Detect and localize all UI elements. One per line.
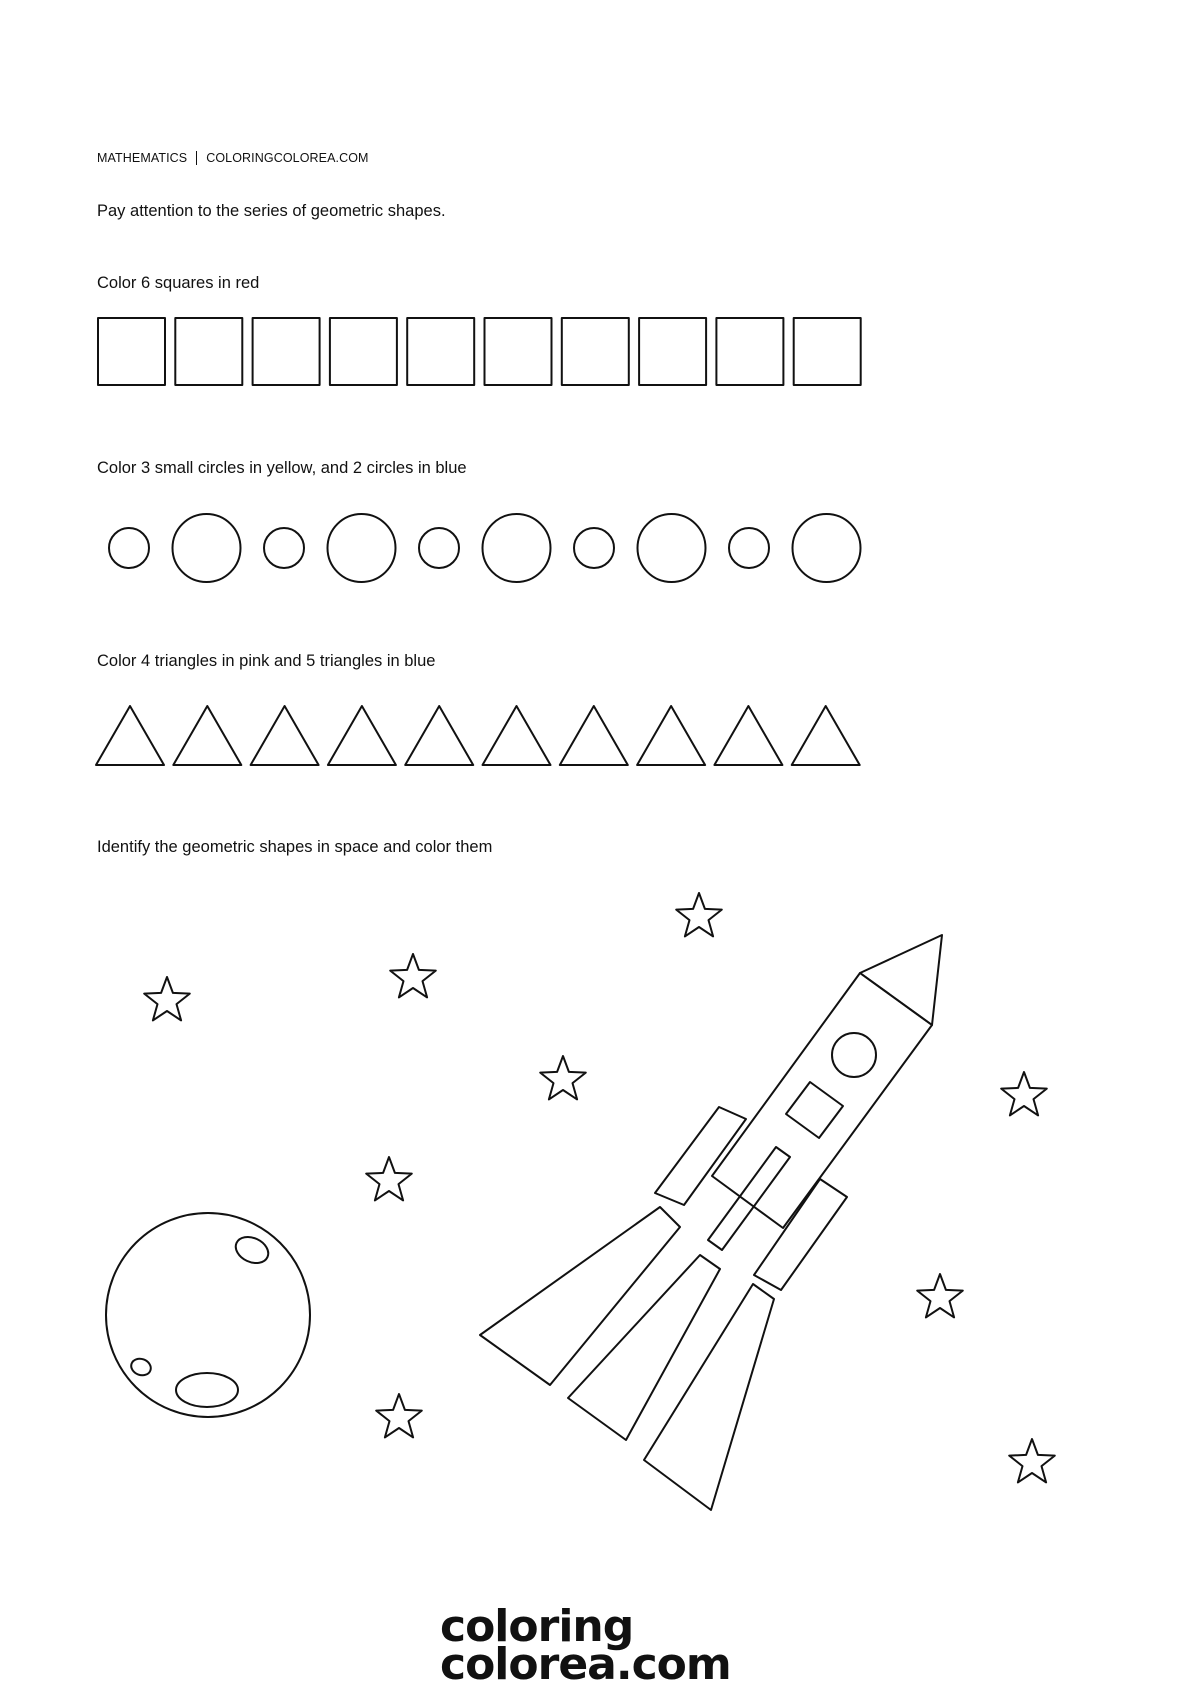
site-logo xyxy=(440,1601,731,1690)
triangle-shape[interactable] xyxy=(251,706,319,765)
rocket-window-circle xyxy=(832,1033,876,1077)
triangle-shape[interactable] xyxy=(405,706,473,765)
triangle-shape[interactable] xyxy=(173,706,241,765)
triangle-shape[interactable] xyxy=(560,706,628,765)
logo-line-2: colorea.com xyxy=(440,1639,731,1690)
rocket-square xyxy=(786,1082,843,1138)
large-circle-shape[interactable] xyxy=(483,514,551,582)
intro-text: Pay attention to the series of geometric shapes. xyxy=(97,202,446,220)
crater xyxy=(129,1356,153,1378)
square-shape[interactable] xyxy=(485,318,552,385)
triangle-shape[interactable] xyxy=(792,706,860,765)
triangle-shape[interactable] xyxy=(328,706,396,765)
squares-instruction: Color 6 squares in red xyxy=(97,274,260,292)
star-shape[interactable] xyxy=(376,1394,422,1437)
circles-instruction: Color 3 small circles in yellow, and 2 circles in blue xyxy=(97,459,467,477)
large-circle-shape[interactable] xyxy=(638,514,706,582)
triangles-row xyxy=(96,706,860,765)
small-circle-shape[interactable] xyxy=(264,528,304,568)
star-shape[interactable] xyxy=(1009,1439,1055,1482)
rocket-side-booster-right xyxy=(754,1179,847,1290)
crater xyxy=(176,1373,238,1407)
rocket-fin-right xyxy=(644,1284,774,1510)
small-circle-shape[interactable] xyxy=(729,528,769,568)
rocket-fin-left xyxy=(480,1207,680,1385)
star-shape[interactable] xyxy=(540,1056,586,1099)
square-shape[interactable] xyxy=(562,318,629,385)
planet xyxy=(106,1213,310,1417)
space-instruction: Identify the geometric shapes in space and color them xyxy=(97,838,493,856)
star-shape[interactable] xyxy=(390,954,436,997)
circles-row xyxy=(109,514,861,582)
subject-label: MATHEMATICS xyxy=(97,151,188,165)
triangle-shape[interactable] xyxy=(637,706,705,765)
small-circle-shape[interactable] xyxy=(419,528,459,568)
square-shape[interactable] xyxy=(175,318,242,385)
small-circle-shape[interactable] xyxy=(574,528,614,568)
large-circle-shape[interactable] xyxy=(173,514,241,582)
space-scene xyxy=(106,893,1055,1510)
triangle-shape[interactable] xyxy=(714,706,782,765)
triangles-instruction: Color 4 triangles in pink and 5 triangles in blue xyxy=(97,652,436,670)
star-shape[interactable] xyxy=(144,977,190,1020)
large-circle-shape[interactable] xyxy=(328,514,396,582)
square-shape[interactable] xyxy=(407,318,474,385)
large-circle-shape[interactable] xyxy=(793,514,861,582)
square-shape[interactable] xyxy=(98,318,165,385)
star-shape[interactable] xyxy=(917,1274,963,1317)
triangle-shape[interactable] xyxy=(96,706,164,765)
rocket xyxy=(480,935,942,1510)
site-label: COLORINGCOLOREA.COM xyxy=(206,151,369,165)
logo-line-1: coloring xyxy=(440,1601,634,1652)
rocket-nose-triangle xyxy=(860,935,942,1025)
small-circle-shape[interactable] xyxy=(109,528,149,568)
stars xyxy=(144,893,1055,1482)
planet-body xyxy=(106,1213,310,1417)
rocket-stripe xyxy=(708,1147,790,1250)
square-shape[interactable] xyxy=(716,318,783,385)
square-shape[interactable] xyxy=(330,318,397,385)
star-shape[interactable] xyxy=(1001,1072,1047,1115)
squares-row xyxy=(98,318,861,385)
square-shape[interactable] xyxy=(253,318,320,385)
star-shape[interactable] xyxy=(676,893,722,936)
crater xyxy=(232,1232,273,1268)
rocket-fin-middle xyxy=(568,1255,720,1440)
square-shape[interactable] xyxy=(639,318,706,385)
square-shape[interactable] xyxy=(794,318,861,385)
star-shape[interactable] xyxy=(366,1157,412,1200)
triangle-shape[interactable] xyxy=(483,706,551,765)
